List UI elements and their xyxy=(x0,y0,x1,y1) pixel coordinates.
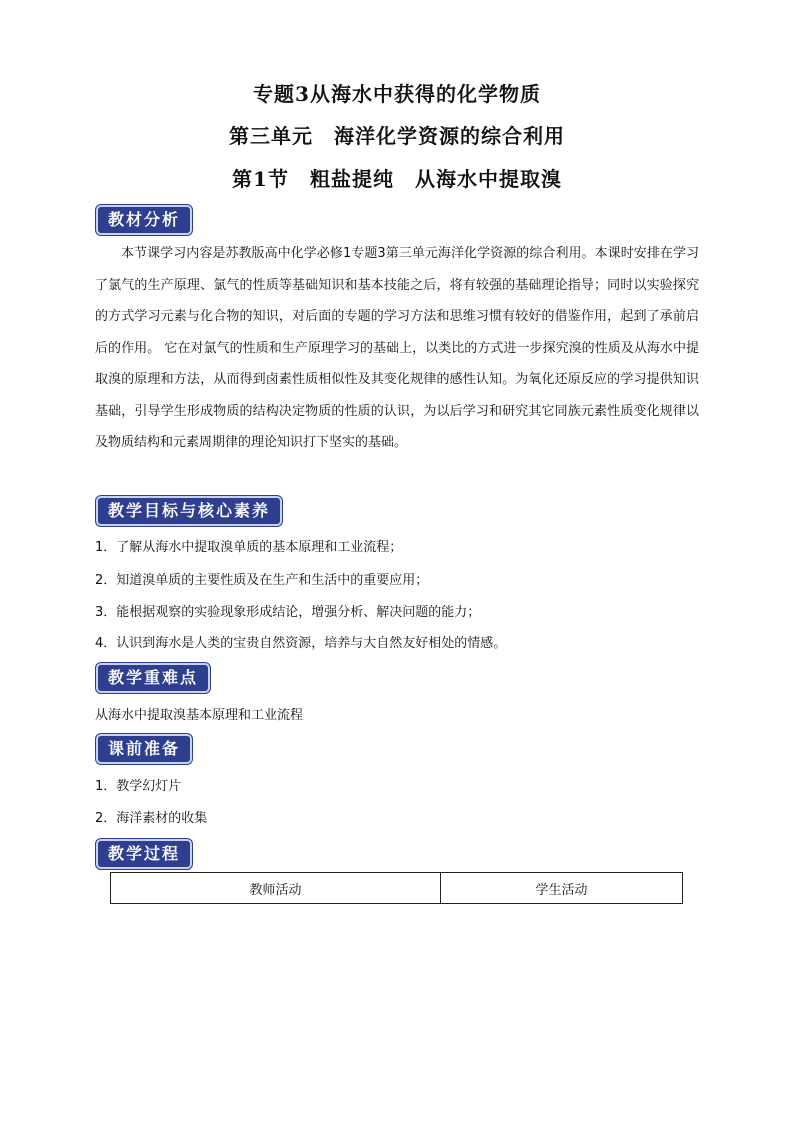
analysis-paragraph: 本节课学习内容是苏教版高中化学必修1专题3第三单元海洋化学资源的综合利用。本课时安排在学习了氯气的生产原理、氯气的性质等基础知识和基本技能之后，将有较强的基础理论指导；同时以实验探究的方式学习元素与化合物的知识，对后面的专题的学习方法和思维习惯有较好的借鉴作用，起到了承前启后的作用。 它在对氯气的性质和生产原理学习的基础上，以类比的方式进一步探究溴的性质及从海水中提取溴的原理和方法，从而得到卤素性质相似性及其变化规律的感性认知。为氧化还原反应的学习提供知识基础，引导学生形成物质的结构决定物质的性质的认识，为以后学习和研究其它同族元素性质变化规律以及物质结构和元素周期律的理论知识打下坚实的基础。 xyxy=(95,246,699,450)
process-table xyxy=(110,872,683,904)
keypoints-heading: 教学重难点 xyxy=(96,663,210,693)
keypoints-text: 从海水中提取溴基本原理和工业流程 xyxy=(95,708,304,723)
unit-title: 第三单元 海洋化学资源的综合利用 xyxy=(229,124,565,148)
preparation-item: 1．教学幻灯片 xyxy=(95,779,182,794)
objective-item: 2．知道溴单质的主要性质及在生产和生活中的重要应用； xyxy=(95,573,429,588)
preparation-item: 2．海洋素材的收集 xyxy=(95,811,208,826)
preparation-heading: 课前准备 xyxy=(96,734,192,764)
teacher-activity-header: 教师活动 xyxy=(111,873,441,904)
objective-item: 1．了解从海水中提取溴单质的基本原理和工业流程； xyxy=(95,540,403,555)
table-header-row xyxy=(111,873,683,904)
section-title: 第1节 粗盐提纯 从海水中提取溴 xyxy=(232,167,562,191)
topic-title: 专题3从海水中获得的化学物质 xyxy=(253,82,541,106)
process-heading: 教学过程 xyxy=(96,839,192,869)
objective-item: 3．能根据观察的实验现象形成结论，增强分析、解决问题的能力； xyxy=(95,605,481,620)
analysis-heading: 教材分析 xyxy=(96,205,192,235)
student-activity-header: 学生活动 xyxy=(441,873,683,904)
objective-item: 4．认识到海水是人类的宝贵自然资源，培养与大自然友好相处的情感。 xyxy=(95,636,507,651)
objectives-heading: 教学目标与核心素养 xyxy=(96,496,282,526)
